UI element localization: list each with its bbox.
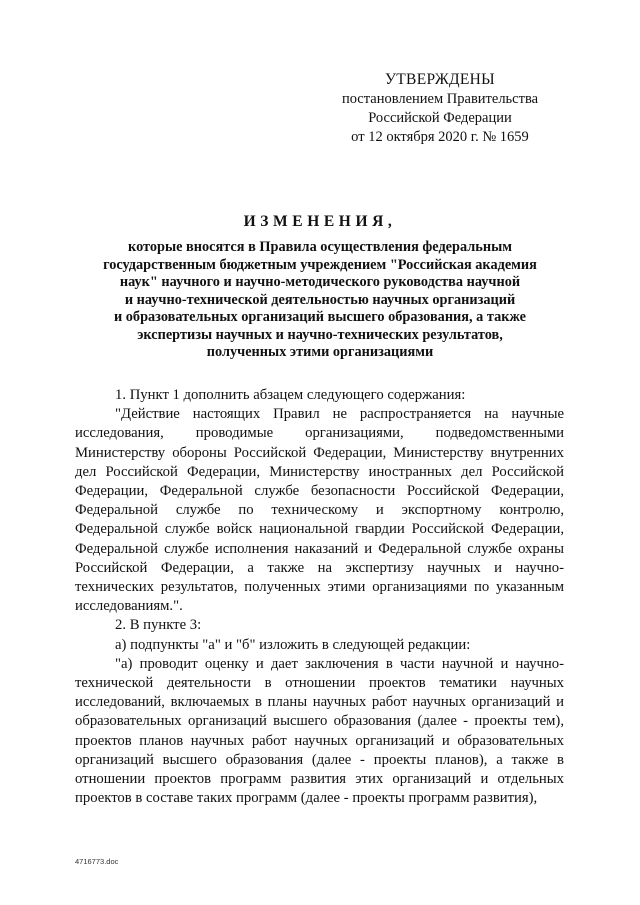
approval-date-number: от 12 октября 2020 г. № 1659	[351, 129, 529, 145]
file-name-footer: 4716773.doc	[75, 857, 119, 866]
paragraph-quote-exclusion: "Действие настоящих Правил не распространяется на научные исследования, проводимые организациями, подведомственными Министерству обороны Российской Федерации, Министерству внутренних дел Российской Федерации, Министерству иностранных дел Российской Федерации, Федеральной службе безопасности Российской Федерации, Федеральной службе по техническому и экспортному контролю, Федеральной службе войск национальной гвардии Российской Федерации, Федеральной службе исполнения наказаний и Федеральной службе охраны Российской Федерации, а также на экспертизу научных и научно-технических результатов, полученных этими организациями по указанным исследованиям.".	[75, 406, 564, 615]
subtitle-line: наук" научного и научно-методического руководства научной	[119, 274, 521, 290]
document-subtitle	[70, 239, 570, 362]
paragraph-subitem-a: а) подпункты "а" и "б" изложить в следующей редакции:	[115, 636, 471, 653]
paragraph-quote-a: "а) проводит оценку и дает заключения в части научной и научно-технической деятельности в отношении проектов тематики научных исследований, включаемых в планы научных работ научных организаций и образовательных организаций высшего образования (далее - проекты тем), проектов планов научных работ научных организаций и образовательных организаций высшего образования (далее - проекты планов), а также в отношении проектов программ развития этих организаций и отдельных проектов в составе таких программ (далее - проекты программ развития),	[75, 655, 564, 807]
subtitle-line: государственным бюджетным учреждением "Российская академия	[103, 256, 537, 273]
paragraph-item-1: 1. Пункт 1 дополнить абзацем следующего содержания:	[115, 387, 466, 403]
document-title: ИЗМЕНЕНИЯ,	[243, 213, 397, 230]
approval-heading: УТВЕРЖДЕНЫ	[385, 71, 495, 88]
document-body	[75, 386, 564, 808]
subtitle-line: и научно-технической деятельностью научных организаций	[124, 291, 516, 308]
subtitle-line: полученных этими организациями	[206, 344, 434, 360]
subtitle-line: которые вносятся в Правила осуществления федеральным	[128, 239, 512, 255]
subtitle-line: и образовательных организаций высшего образования, а также	[113, 309, 527, 325]
approval-block	[320, 70, 560, 147]
approval-line: постановлением Правительства	[341, 91, 539, 107]
paragraph-item-2: 2. В пункте 3:	[115, 617, 202, 634]
subtitle-line: экспертизы научных и научно-технических результатов,	[137, 326, 503, 343]
approval-line: Российской Федерации	[368, 110, 512, 126]
